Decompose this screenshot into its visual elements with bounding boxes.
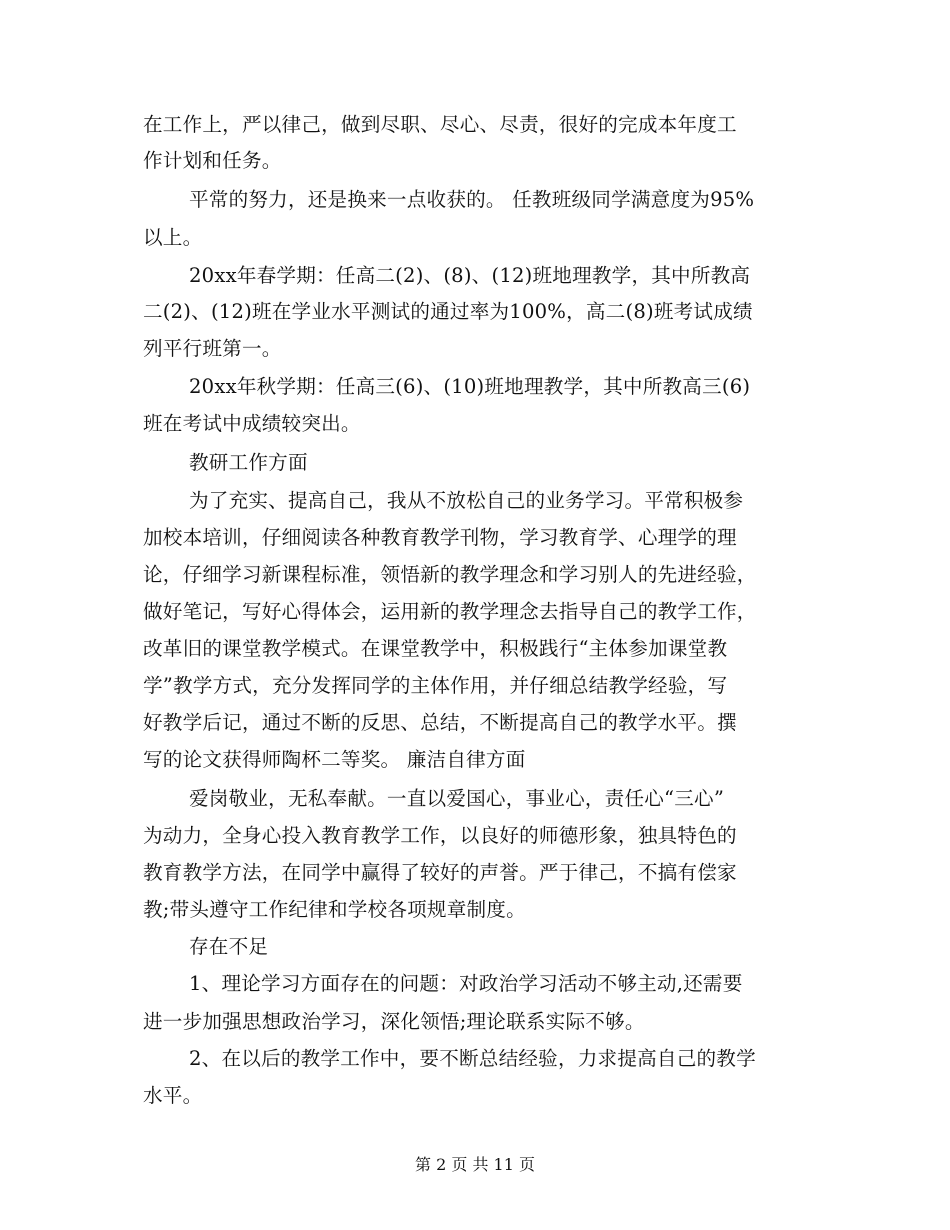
text-line: 平常的努力，还是换来一点收获的。 任教班级同学满意度为95%	[189, 188, 755, 211]
text-line: 学”教学方式，充分发挥同学的主体作用，并仔细总结教学经验，写	[143, 674, 728, 697]
text-line: 做好笔记，写好心得体会，运用新的教学理念去指导自己的教学工作，	[143, 600, 757, 623]
text-line: 好教学后记，通过不断的反思、总结，不断提高自己的教学水平。撰	[143, 711, 737, 734]
text-line: 二(2)、(12)班在学业水平测试的通过率为100%，高二(8)班考试成绩	[143, 300, 753, 323]
text-line: 写的论文获得师陶杯二等奖。 廉洁自律方面	[143, 748, 526, 771]
text-line: 教育教学方法，在同学中赢得了较好的声誉。严于律己，不搞有偿家	[143, 861, 737, 884]
section-heading: 教研工作方面	[189, 451, 308, 474]
text-line: 20xx年秋学期：任高三(6)、(10)班地理教学，其中所教高三(6)	[189, 375, 751, 398]
text-line: 水平。	[143, 1084, 203, 1107]
text-line: 加校本培训，仔细阅读各种教育教学刊物，学习教育学、心理学的理	[143, 526, 737, 549]
text-line: 爱岗敬业，无私奉献。一直以爱国心，事业心，责任心“三心”	[189, 787, 725, 810]
text-line: 列平行班第一。	[143, 337, 282, 360]
text-line: 作计划和任务。	[143, 149, 282, 172]
page-number-footer: 第 2 页 共 11 页	[415, 1155, 535, 1174]
text-line: 1、理论学习方面存在的问题：对政治学习活动不够主动,还需要	[189, 972, 743, 995]
text-line: 进一步加强思想政治学习，深化领悟;理论联系实际不够。	[143, 1010, 645, 1033]
text-line: 2、在以后的教学工作中，要不断总结经验，力求提高自己的教学	[189, 1047, 756, 1070]
text-line: 论，仔细学习新课程标准，领悟新的教学理念和学习别人的先进经验，	[143, 563, 757, 586]
text-line: 改革旧的课堂教学模式。在课堂教学中，积极践行“主体参加课堂教	[143, 637, 728, 660]
text-line: 以上。	[143, 226, 203, 249]
text-line: 20xx年春学期：任高二(2)、(8)、(12)班地理教学，其中所教高	[189, 264, 751, 287]
text-line: 为了充实、提高自己，我从不放松自己的业务学习。平常积极参	[189, 489, 744, 512]
text-line: 班在考试中成绩较突出。	[143, 412, 361, 435]
text-line: 为动力，全身心投入教育教学工作，以良好的师德形象，独具特色的	[143, 824, 737, 847]
text-line: 在工作上，严以律己，做到尽职、尽心、尽责，很好的完成本年度工	[143, 113, 737, 136]
section-heading: 存在不足	[189, 935, 269, 958]
text-line: 教;带头遵守工作纪律和学校各项规章制度。	[143, 898, 526, 921]
